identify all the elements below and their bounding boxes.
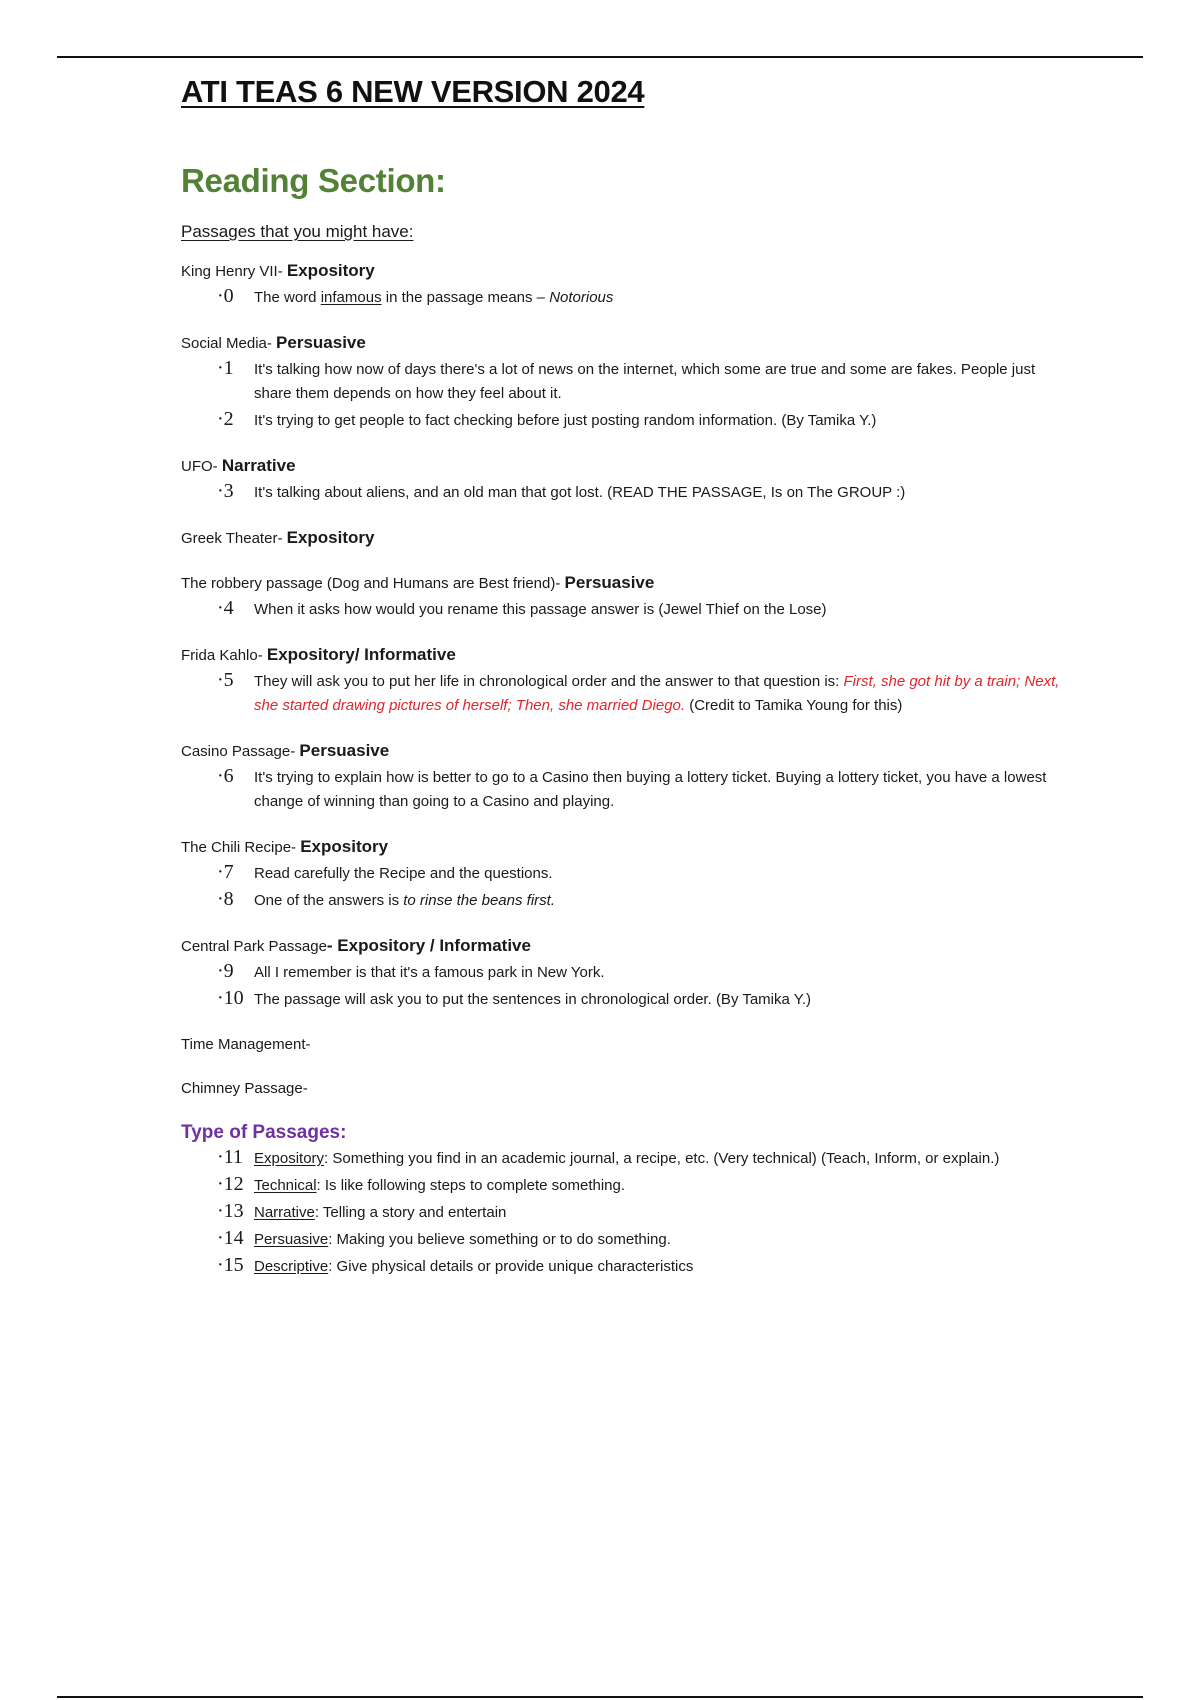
type-description: : Something you find in an academic journal, a recipe, etc. (Very technical) (Teach, Inform, or explain.) [324,1150,1000,1167]
passage-type: Persuasive [299,741,390,760]
list-marker: ·3 [217,480,234,502]
list-item [181,1201,1061,1225]
document-body [181,74,1061,1282]
list-marker: ·15 [217,1254,244,1276]
passage-name: UFO- [181,458,218,475]
list-item [181,1147,1061,1171]
bottom-rule [57,1696,1143,1698]
list-marker: ·1 [217,357,234,379]
list-item [181,481,1061,505]
list-marker: ·0 [217,285,234,307]
passage-ufo [181,455,1061,505]
type-term: Narrative [254,1204,315,1221]
passage-type: - Expository / Informative [326,936,531,955]
list-item [181,1255,1061,1279]
passage-type: Expository [300,837,389,856]
passage-notes [181,670,1061,718]
note-underlined-word: infamous [320,289,382,306]
passages-subheading: Passages that you might have: [181,222,414,241]
note-text: All I remember is that it's a famous park in New York. [254,964,605,981]
list-item [181,766,1061,814]
passage-title [181,527,1061,550]
passage-title [181,740,1061,763]
list-marker: ·7 [217,861,234,883]
passage-type: Persuasive [276,333,366,352]
list-marker: ·4 [217,597,234,619]
list-item [181,286,1061,310]
list-item [181,1228,1061,1252]
passage-time-management: Time Management- [181,1036,311,1053]
list-marker: ·6 [217,765,234,787]
passage-title [181,836,1061,859]
passage-name: Casino Passage- [181,743,296,760]
passage-notes [181,598,1061,622]
note-text: It's talking about aliens, and an old man that got lost. (READ THE PASSAGE, Is on The GROUP :) [254,484,906,501]
passage-name: Central Park Passage [181,938,327,955]
type-term: Persuasive [254,1231,329,1248]
list-marker: ·8 [217,888,234,910]
type-description: : Telling a story and entertain [314,1204,507,1221]
list-item [181,358,1061,406]
type-term: Descriptive [254,1258,329,1275]
note-text: One of the answers is [254,892,404,909]
passage-type: Expository [286,528,375,547]
type-term: Expository [254,1150,325,1167]
passage-greek-theater [181,527,1061,550]
passage-name: King Henry VII- [181,263,283,280]
passage-type: Expository/ Informative [266,645,456,664]
top-rule [57,56,1143,58]
note-text: The passage will ask you to put the sentences in chronological order. (By Tamika Y.) [254,991,811,1008]
note-text: When it asks how would you rename this passage answer is (Jewel Thief on the Lose) [254,601,827,618]
list-item [181,862,1061,886]
list-marker: ·12 [217,1173,244,1195]
type-description: : Give physical details or provide unique characteristics [328,1258,694,1275]
passage-name: Social Media- [181,335,272,352]
passage-chili-recipe [181,836,1061,913]
note-text: in the passage means – [381,289,550,306]
list-marker: ·11 [217,1146,243,1168]
note-text: They will ask you to put her life in chronological order and the answer to that question is: [254,673,844,690]
note-text: It's trying to explain how is better to go to a Casino then buying a lottery ticket. Buying a lottery ticket, you have a lowest change of winning than going to a Casino and playing. [254,769,1047,810]
types-list [181,1147,1061,1279]
passage-notes [181,481,1061,505]
passage-name: The robbery passage (Dog and Humans are Best friend)- [181,575,561,592]
note-answer-highlight: First, she got hit by a train; Next, she started drawing pictures of herself; Then, she married Diego. [254,673,1060,714]
passage-name: Greek Theater- [181,530,283,547]
passage-king-henry [181,260,1061,310]
list-item [181,988,1061,1012]
passage-title [181,260,1061,283]
list-marker: ·5 [217,669,234,691]
passage-notes [181,862,1061,913]
list-marker: ·10 [217,987,244,1009]
list-marker: ·9 [217,960,234,982]
passage-frida-kahlo [181,644,1061,718]
passage-central-park [181,935,1061,1012]
list-marker: ·13 [217,1200,244,1222]
passage-title [181,935,1061,958]
passage-type: Expository [286,261,375,280]
note-answer: Notorious [549,289,614,306]
passage-title [181,644,1061,667]
passage-type: Narrative [221,456,296,475]
reading-section-heading: Reading Section: [181,162,446,199]
passage-type: Persuasive [564,573,655,592]
note-text: It's trying to get people to fact checking before just posting random information. (By Tamika Y.) [254,412,877,429]
type-term: Technical [254,1177,317,1194]
list-item [181,598,1061,622]
type-description: : Is like following steps to complete something. [316,1177,626,1194]
passage-name: The Chili Recipe- [181,839,297,856]
note-text: It's talking how now of days there's a lot of news on the internet, which some are true and some are fakes. People just share them depends on how they feel about it. [254,361,1036,402]
passage-casino [181,740,1061,814]
note-answer: to rinse the beans first. [403,892,555,909]
types-heading: Type of Passages: [181,1122,347,1143]
list-item [181,409,1061,433]
document-title: ATI TEAS 6 NEW VERSION 2024 [181,74,645,109]
passage-notes [181,961,1061,1012]
note-text: Read carefully the Recipe and the questions. [254,865,553,882]
passage-notes [181,286,1061,310]
list-marker: ·14 [217,1227,244,1249]
passage-title [181,572,1061,595]
passage-name: Frida Kahlo- [181,647,263,664]
passage-title [181,332,1061,355]
passage-notes [181,358,1061,433]
note-text: The word [254,289,321,306]
passage-chimney: Chimney Passage- [181,1080,308,1097]
list-item [181,889,1061,913]
list-item [181,961,1061,985]
passage-social-media [181,332,1061,433]
passage-robbery [181,572,1061,622]
type-description: : Making you believe something or to do something. [328,1231,671,1248]
list-item [181,1174,1061,1198]
passage-title [181,455,1061,478]
list-item [181,670,1061,718]
passage-notes [181,766,1061,814]
note-text: (Credit to Tamika Young for this) [685,697,903,714]
list-marker: ·2 [217,408,234,430]
